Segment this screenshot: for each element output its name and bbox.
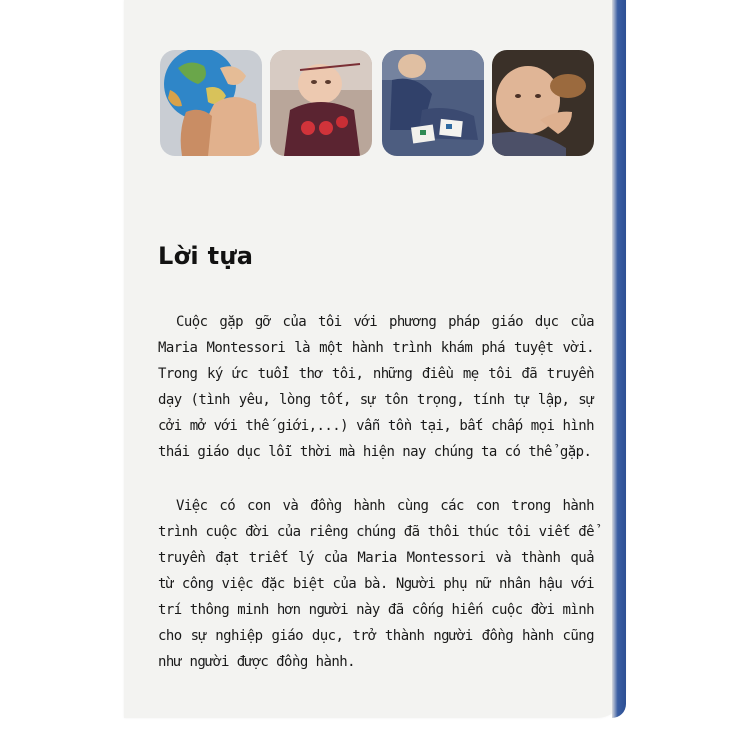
page-title: Lời tựa — [158, 242, 254, 270]
baby-with-toy-photo — [270, 50, 372, 156]
photo-strip — [160, 50, 594, 156]
globe-hands-photo — [160, 50, 262, 156]
toddler-with-cards-photo — [382, 50, 484, 156]
paragraph-2: Việc có con và đồng hành cùng các con trong hành trình cuộc đời của riêng chúng đã thôi thúc tôi viết để truyền đạt triết lý của Maria Montessori và thành quả từ công việc đặc biệt của bà. Người phụ nữ nhân hậu với trí thông minh hơn người này đã cống hiến cuộc đời mình cho sự nghiệp giáo dục, trở thành người đồng hành cũng như người được đồng hành. — [158, 498, 594, 670]
book-page — [124, 0, 626, 718]
book-cover-edge — [612, 0, 626, 718]
baby-holding-object-photo — [492, 50, 594, 156]
paragraph-1: Cuộc gặp gỡ của tôi với phương pháp giáo dục của Maria Montessori là một hành trình khám phá tuyệt vời. Trong ký ức tuổi thơ tôi, những điều mẹ tôi đã truyền dạy (tình yêu, lòng tốt, sự tôn trọng, tính tự lập, sự cởi mở với thế giới,...) vẫn tồn tại, bất chấp mọi hình thái giáo dục lỗi thời mà hiện nay chúng ta có thể gặp. — [158, 314, 594, 460]
